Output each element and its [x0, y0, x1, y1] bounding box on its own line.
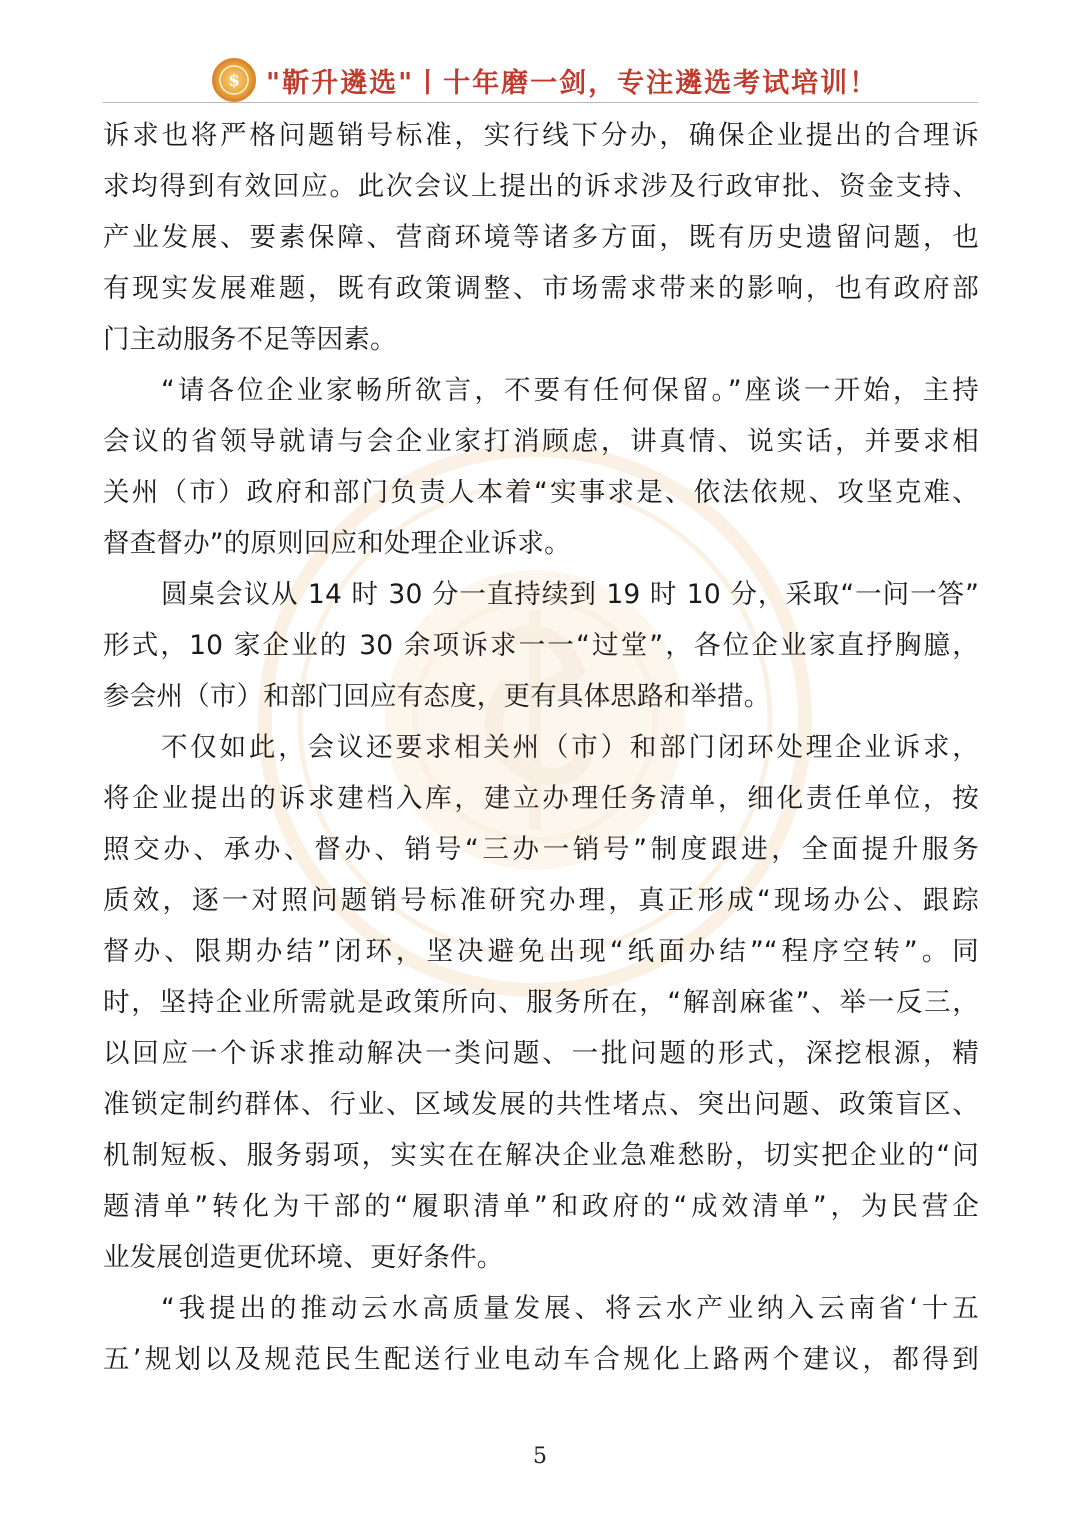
- text-line: “我提出的推动云水高质量发展、将云水产业纳入云南省‘十五: [161, 1293, 979, 1324]
- text-line: 机制短板、服务弱项，实实在在解决企业急难愁盼，切实把企业的“问: [103, 1140, 979, 1171]
- text-line: 关州（市）政府和部门负责人本着“实事求是、依法依规、攻坚克难、: [103, 477, 979, 508]
- page-header: [0, 52, 1080, 108]
- text-line: 将企业提出的诉求建档入库，建立办理任务清单，细化责任单位，按: [103, 783, 979, 814]
- text-line: 准锁定制约群体、行业、区域发展的共性堵点、突出问题、政策盲区、: [103, 1089, 979, 1120]
- text-line: 会议的省领导就请与会企业家打消顾虑，讲真情、说实话，并要求相: [103, 426, 979, 457]
- text-line: 门主动服务不足等因素。: [103, 324, 397, 355]
- text-line: 形式，10 家企业的 30 余项诉求一一“过堂”，各位企业家直抒胸臆，: [103, 630, 979, 661]
- text-line: 圆桌会议从 14 时 30 分一直持续到 19 时 10 分，采取“一问一答”: [161, 579, 979, 610]
- text-line: 督办、限期办结”闭环，坚决避免出现“纸面办结”“程序空转”。同: [103, 936, 979, 967]
- text-line: 五’规划以及规范民生配送行业电动车合规化上路两个建议，都得到: [103, 1344, 979, 1375]
- svg-text:$: $: [228, 71, 240, 91]
- text-line: 质效，逐一对照问题销号标准研究办理，真正形成“现场办公、跟踪: [103, 885, 979, 916]
- text-line: “请各位企业家畅所欲言，不要有任何保留。”座谈一开始，主持: [161, 375, 979, 406]
- text-line: 不仅如此，会议还要求相关州（市）和部门闭环处理企业诉求，: [161, 732, 979, 763]
- text-line: 诉求也将严格问题销号标准，实行线下分办，确保企业提出的合理诉: [103, 120, 979, 151]
- page-number: 5: [533, 1444, 547, 1469]
- text-line: 照交办、承办、督办、销号“三办一销号”制度跟进，全面提升服务: [103, 834, 979, 865]
- article-body: [103, 110, 979, 1385]
- text-line: 产业发展、要素保障、营商环境等诸多方面，既有历史遗留问题，也: [103, 222, 979, 253]
- text-line: 有现实发展难题，既有政策调整、市场需求带来的影响，也有政府部: [103, 273, 979, 304]
- header-brand: [212, 58, 878, 102]
- text-line: 以回应一个诉求推动解决一类问题、一批问题的形式，深挖根源，精: [103, 1038, 979, 1069]
- text-line: 时，坚持企业所需就是政策所向、服务所在，“解剖麻雀”、举一反三，: [103, 987, 979, 1018]
- text-line: 督查督办”的原则回应和处理企业诉求。: [103, 528, 571, 559]
- header-slogan: "靳升遴选"丨十年磨一剑，专注遴选考试培训！: [266, 67, 879, 99]
- text-line: 业发展创造更优环境、更好条件。: [103, 1242, 504, 1273]
- text-line: 求均得到有效回应。此次会议上提出的诉求涉及行政审批、资金支持、: [103, 171, 979, 202]
- brand-seal-icon: [212, 58, 256, 102]
- text-line: 题清单”转化为干部的“履职清单”和政府的“成效清单”，为民营企: [103, 1191, 979, 1222]
- text-line: 参会州（市）和部门回应有态度，更有具体思路和举措。: [103, 681, 771, 712]
- header-divider: [103, 102, 978, 103]
